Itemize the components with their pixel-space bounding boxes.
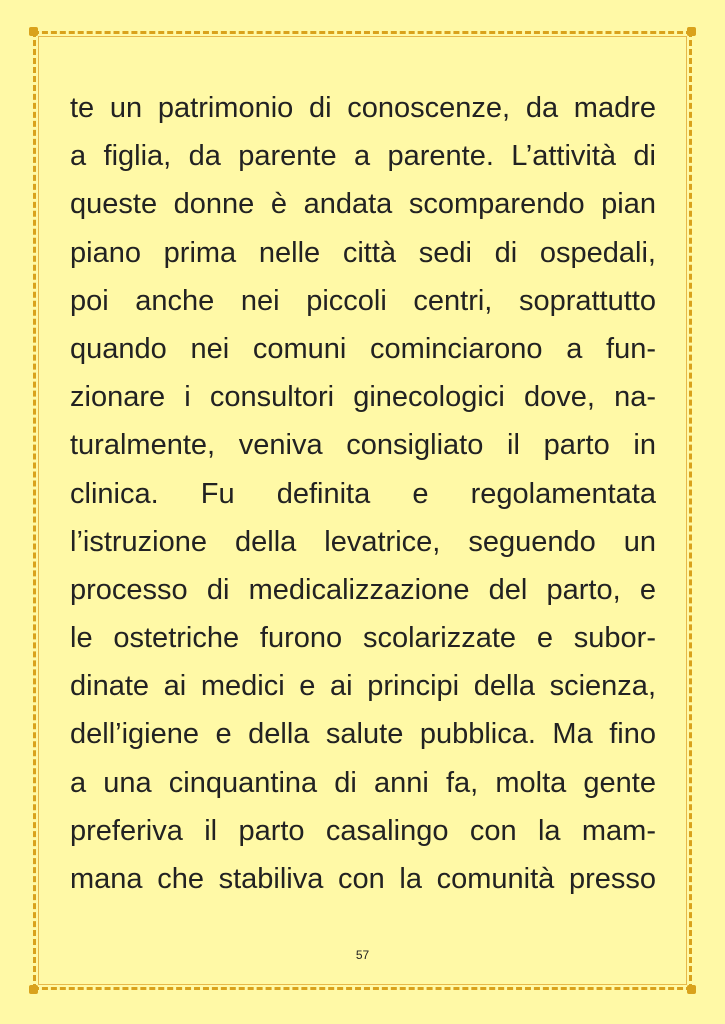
body-text [70, 84, 656, 903]
corner-ornament-bottom-right [687, 985, 696, 994]
text-line: processo di medicalizzazione del parto, e [70, 573, 656, 606]
text-line: poi anche nei piccoli centri, soprattutto [70, 284, 656, 317]
text-line: zionare i consultori ginecologici dove, na- [70, 381, 656, 414]
text-line: te un patrimonio di conoscenze, da madre [70, 92, 656, 124]
text-line: le ostetriche furono scolarizzate e subor- [70, 622, 656, 655]
page-number: 57 [355, 948, 370, 962]
text-line: piano prima nelle città sedi di ospedali, [70, 236, 656, 269]
corner-ornament-bottom-left [29, 985, 38, 994]
text-line: clinica. Fu definita e regolamentata [70, 477, 656, 510]
corner-ornament-top-right [687, 27, 696, 36]
text-line: mana che stabiliva con la comunità presso [70, 863, 656, 895]
text-line: dell’igiene e della salute pubblica. Ma fino [70, 718, 656, 751]
text-line: queste donne è andata scomparendo pian [70, 188, 656, 221]
text-line: preferiva il parto casalingo con la mam- [70, 814, 656, 847]
text-line: l’istruzione della levatrice, seguendo un [70, 525, 656, 558]
corner-ornament-top-left [29, 27, 38, 36]
text-line: a figlia, da parente a parente. L’attività di [70, 140, 656, 173]
text-line: turalmente, veniva consigliato il parto in [70, 429, 656, 462]
text-line: quando nei comuni cominciarono a fun- [70, 332, 656, 365]
text-line: dinate ai medici e ai principi della scienza, [70, 670, 656, 703]
text-line: a una cinquantina di anni fa, molta gente [70, 766, 656, 799]
